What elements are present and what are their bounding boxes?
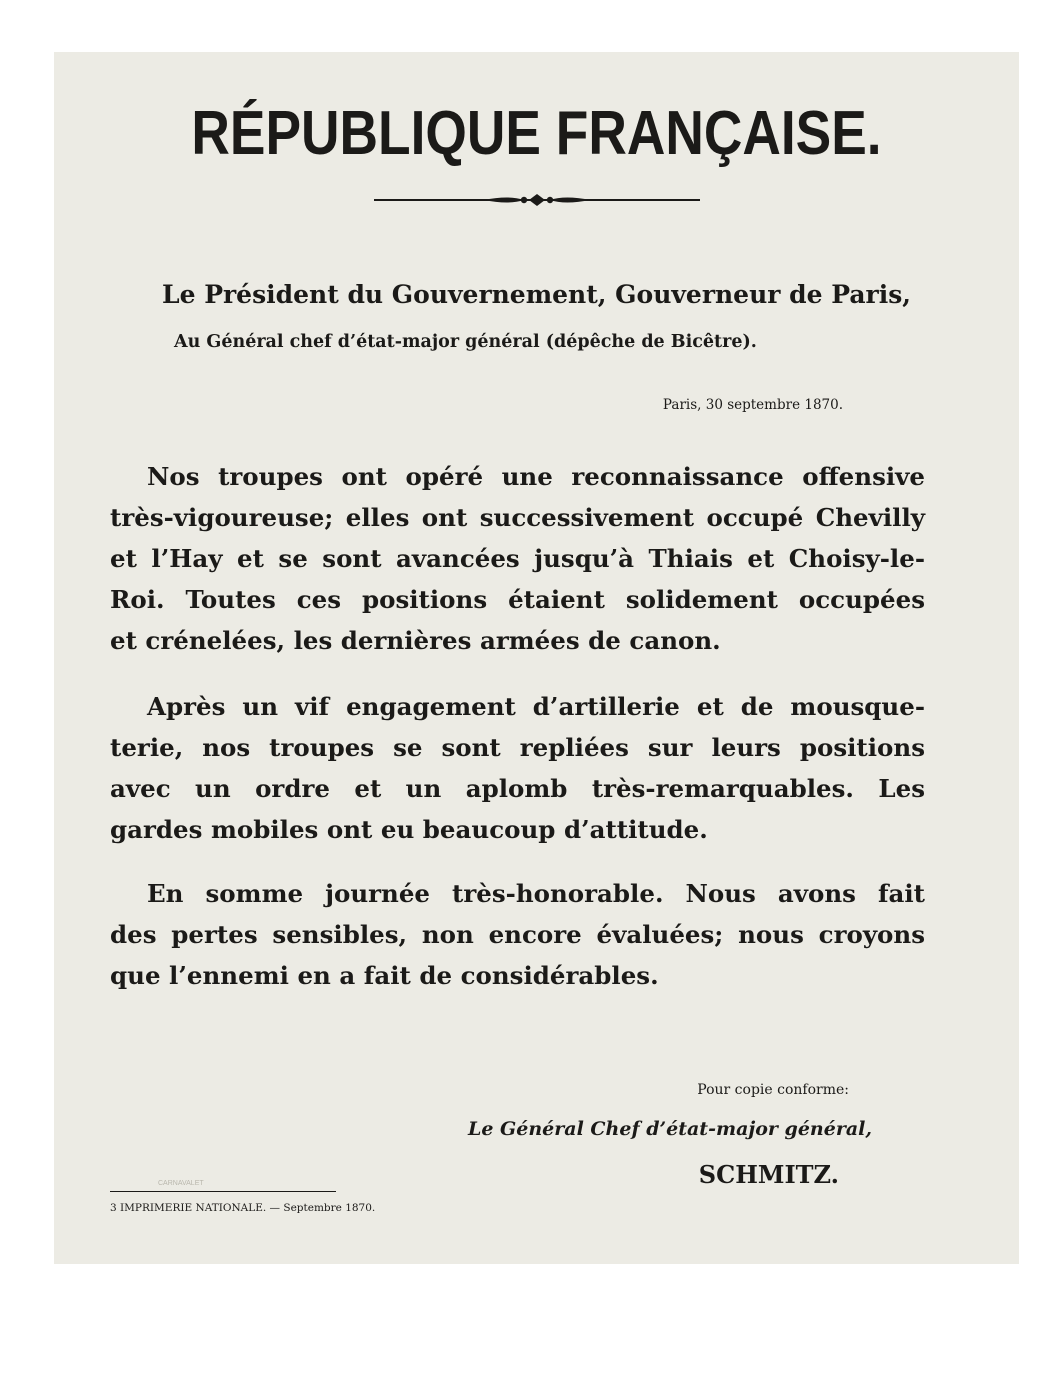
ornament-divider-icon xyxy=(374,192,700,208)
body-line: des pertes sensibles, non encore évaluées; nous croyons xyxy=(110,920,925,949)
body-line: En somme journée très-honorable. Nous avons fait xyxy=(147,879,925,908)
signature-name: SCHMITZ. xyxy=(698,1160,839,1189)
body-line: Nos troupes ont opéré une reconnaissance offensive xyxy=(147,462,925,491)
pour-copie-conforme: Pour copie conforme: xyxy=(697,1082,849,1098)
proclamation-subheading: Au Général chef d’état-major général (dépêche de Bicêtre). xyxy=(174,332,757,352)
body-line: et l’Hay et se sont avancées jusqu’à Thiais et Choisy-le- xyxy=(110,544,925,573)
body-line: Après un vif engagement d’artillerie et de mousque- xyxy=(147,692,925,721)
body-line: et crénelées, les dernières armées de canon. xyxy=(110,626,721,655)
printer-imprint: 3 IMPRIMERIE NATIONALE. — Septembre 1870. xyxy=(110,1202,376,1214)
body-line: que l’ennemi en a fait de considérables. xyxy=(110,961,659,990)
body-line: avec un ordre et un aplomb très-remarquables. Les xyxy=(110,774,925,803)
printer-rule xyxy=(110,1191,336,1192)
poster-title: RÉPUBLIQUE FRANÇAISE. xyxy=(191,99,882,168)
signature-title: Le Général Chef d’état-major général, xyxy=(467,1118,872,1140)
proclamation-heading: Le Président du Gouvernement, Gouverneur de Paris, xyxy=(162,280,911,309)
poster-sheet xyxy=(54,52,1019,1264)
body-line: gardes mobiles ont eu beaucoup d’attitude. xyxy=(110,815,708,844)
body-line: Roi. Toutes ces positions étaient solidement occupées xyxy=(110,585,925,614)
body-line: très-vigoureuse; elles ont successivement occupé Chevilly xyxy=(110,503,925,532)
dateline: Paris, 30 septembre 1870. xyxy=(662,397,843,413)
archive-stamp: CARNAVALET xyxy=(158,1180,204,1187)
body-line: terie, nos troupes se sont repliées sur leurs positions xyxy=(110,733,925,762)
